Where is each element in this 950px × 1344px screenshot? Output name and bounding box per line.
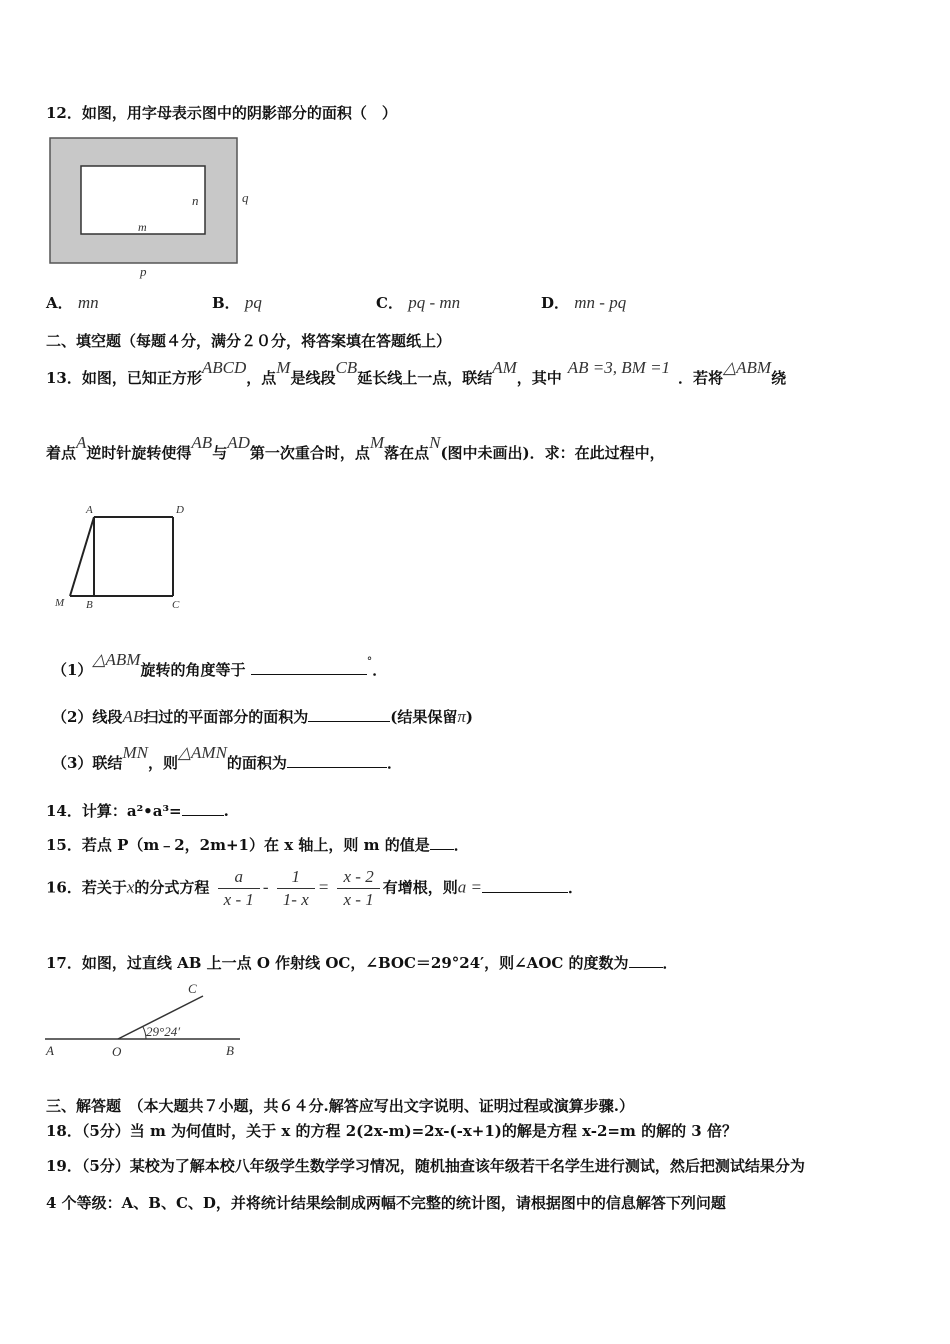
q15: 15．若点 P（m﹣2，2m+1）在 x 轴上，则 m 的值是 ． (46, 836, 469, 854)
q12-option-b[interactable]: B． pq (212, 293, 262, 312)
q13-sub2: （2）线段AB扫过的平面部分的面积为 (结果保留π) (52, 707, 473, 726)
q13-figure (50, 500, 200, 615)
label-A: A (46, 1043, 54, 1058)
fraction-2: $\frac{1}{1- x}$ (277, 866, 315, 911)
label-p: p (140, 264, 147, 279)
label-C: C (188, 981, 197, 996)
q16: 16．若关于x的分式方程 $\frac{a}{x - 1}$ - $\frac{1}{1- x}$ = $\frac{x - 2}{x - 1}$ 有增根，则a = ． (46, 867, 583, 909)
label-C: C (172, 599, 180, 611)
label-m: m (138, 220, 147, 234)
label-A: A (86, 504, 93, 516)
label-q: q (242, 190, 249, 205)
label-D: D (176, 504, 184, 516)
answer-blank[interactable] (629, 953, 663, 968)
label-B: B (86, 599, 93, 611)
answer-blank[interactable] (430, 835, 454, 850)
label-n: n (192, 193, 199, 208)
q13-line2: 着点A逆时针旋转使得AB与AD第一次重合时，点M落在点N(图中未画出)．求：在此过程中， (46, 433, 665, 462)
q13-sub3: （3）联结MN，则△AMN的面积为 ． (52, 743, 402, 772)
answer-blank[interactable] (308, 707, 390, 722)
q18: 18．（5分）当 m 为何值时，关于 x 的方程 2(2x-m)=2x-(-x+1)的解是方程 x-2=m 的解的 3 倍？ (46, 1122, 737, 1140)
q13-line1: 13．如图，已知正方形ABCD，点M是线段CB延长线上一点，联结AM，其中AB =3, BM =1．若将△ABM绕 (46, 358, 787, 387)
q12-option-c[interactable]: C． pq - mn (376, 293, 461, 312)
q19-line2: 4 个等级：A、B、C、D，并将统计结果绘制成两幅不完整的统计图，请根据图中的信息解答下列问题 (46, 1194, 726, 1212)
answer-blank[interactable] (482, 878, 568, 893)
q12-figure (40, 130, 270, 285)
q19-line1: 19．（5分）某校为了解本校八年级学生数学学习情况，随机抽查该年级若干名学生进行测试，然后把测试结果分为 (46, 1157, 805, 1175)
fraction-1: $\frac{a}{x - 1}$ (218, 866, 260, 911)
q14: 14．计算：a²•a³= . (46, 802, 229, 820)
q12-option-a[interactable]: A． mn (46, 293, 99, 312)
q12-stem: 12．如图，用字母表示图中的阴影部分的面积（ ） (46, 104, 397, 122)
section2-heading: 二、填空题（每题４分，满分２０分，将答案填在答题纸上） (46, 332, 452, 350)
fraction-3: $\frac{x - 2}{x - 1}$ (337, 866, 379, 911)
label-M: M (55, 597, 65, 609)
q17-figure (40, 978, 255, 1063)
answer-blank[interactable] (287, 753, 387, 768)
section3-heading: 三、解答题 （本大题共７小题，共６４分.解答应写出文字说明、证明过程或演算步骤.） (46, 1097, 634, 1115)
angle-label: 29°24′ (146, 1024, 181, 1039)
q12-option-d[interactable]: D． mn - pq (541, 293, 627, 312)
label-B: B (226, 1043, 234, 1058)
answer-blank[interactable] (251, 660, 367, 675)
q13-sub1: （1）△ABM旋转的角度等于 °． (52, 650, 388, 679)
label-O: O (112, 1044, 122, 1059)
answer-blank[interactable] (182, 801, 224, 816)
q17: 17．如图，过直线 AB 上一点 O 作射线 OC，∠BOC＝29°24′，则∠AOC 的度数为 ． (46, 954, 678, 972)
